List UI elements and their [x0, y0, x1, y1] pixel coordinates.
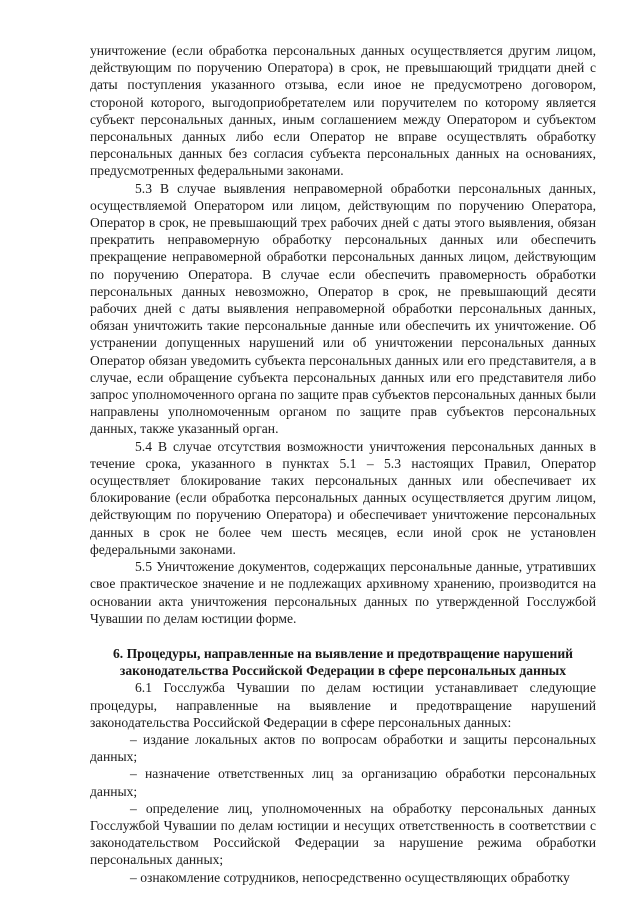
section-gap — [90, 627, 596, 645]
bullet-item: – определение лиц, уполномоченных на обработку персональных данных Госслужбой Чувашии по делам юстиции и несущих ответственность в соответствии с законодательством Российской Федерации за нарушение режима обработки персональных данных; — [90, 800, 596, 868]
bullet-item: – назначение ответственных лиц за организацию обработки персональных данных; — [90, 766, 596, 799]
section-6-heading — [90, 645, 596, 679]
clause-5-4: 5.4 В случае отсутствия возможности уничтожения персональных данных в течение срока, указанного в пунктах 5.1 – 5.3 настоящих Правил, Оператор осуществляет блокирование таких персональных данных или обеспечивает их блокирование (если обработка персональных данных осуществляется другим лицом, действующим по поручению Оператора) и обеспечивает уничтожение персональных данных в срок не более чем шесть месяцев, если иной срок не установлен федеральными законами. — [90, 438, 596, 557]
bullet-item: – издание локальных актов по вопросам обработки и защиты персональных данных; — [90, 731, 596, 765]
clause-5-3: 5.3 В случае выявления неправомерной обработки персональных данных, осуществляемой Оператором или лицом, действующим по поручению Оператора, Оператор в срок, не превышающий трех рабочих дней с даты этого выявления, обязан прекратить неправомерную обработку персональных данных или обеспечить прекращение неправомерной обработки персональных данных лицом, действующим по поручению Оператора. В случае если обеспечить правомерность обработки персональных данных невозможно, Оператор в срок, не превышающий десяти рабочих дней с даты выявления неправомерной обработки персональных данных, обязан уничтожить такие персональные данные или обеспечить их уничтожение. Об устранении допущенных нарушений или об уничтожении персональных данных Оператор обязан уведомить субъекта персональных данных или его представителя, а в случае, если обращение субъекта персональных данных или его представителя либо запрос уполномоченного органа по защите прав субъектов персональных данных были направлены уполномоченным органом по защите прав субъектов персональных данных, также указанный орган. — [90, 180, 596, 437]
section-6-title-line-1: 6. Процедуры, направленные на выявление и предотвращение нарушений — [112, 645, 574, 661]
continuation-paragraph: уничтожение (если обработка персональных данных осуществляется другим лицом, действующим по поручению Оператора) в срок, не превышающий тридцати дней с даты поступления указанного отзыва, если иное не предусмотрено договором, стороной которого, выгодоприобретателем или поручителем по которому является субъект персональных данных, иным соглашением между Оператором и субъектом персональных данных либо если Оператор не вправе осуществлять обработку персональных данных без согласия субъекта персональных данных на основаниях, предусмотренных федеральными законами. — [90, 43, 596, 179]
clause-6-1: 6.1 Госслужба Чувашии по делам юстиции устанавливает следующие процедуры, направленные на выявление и предотвращение нарушений законодательства Российской Федерации в сфере персональных данных: — [90, 680, 596, 730]
clause-5-5: 5.5 Уничтожение документов, содержащих персональные данные, утративших свое практическое значение и не подлежащих архивному хранению, производится на основании акта уничтожения персональных данных по утвержденной Госслужбой Чувашии по делам юстиции форме. — [90, 559, 596, 626]
bullet-item: – ознакомление сотрудников, непосредственно осуществляющих обработку — [130, 869, 570, 885]
section-6-title-line-2: законодательства Российской Федерации в сфере персональных данных — [119, 663, 567, 679]
